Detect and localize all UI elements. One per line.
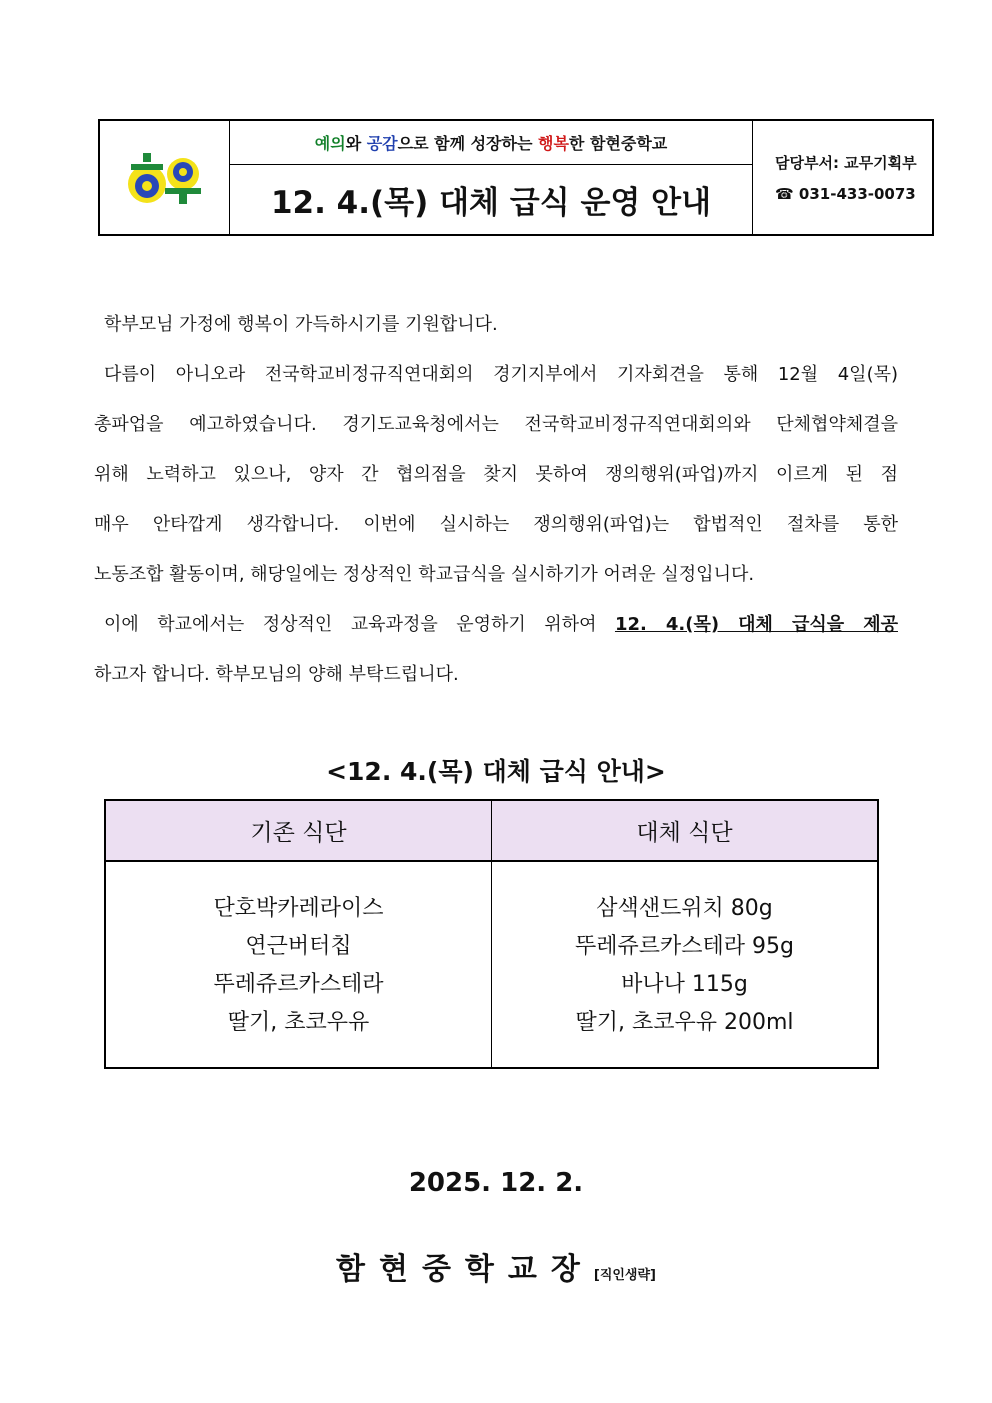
- greeting-line: 학부모님 가정에 행복이 가득하시기를 기원합니다.: [104, 314, 498, 335]
- menu-item: 삼색샌드위치 80g: [596, 895, 773, 921]
- slogan-word-courtesy: 예의: [314, 134, 346, 153]
- letter-body: [94, 300, 898, 700]
- body-line-part: 이에 학교에서는 정상적인 교육과정을 운영하기 위하여: [104, 614, 615, 635]
- menu-item: 연근버터칩: [245, 933, 352, 959]
- body-line: 총파업을 예고하였습니다. 경기도교육청에서는 전국학교비정규직연대회의와 단체협약체결을: [94, 414, 898, 435]
- menu-table: [104, 799, 879, 1069]
- menu-section-title: <12. 4.(목) 대체 급식 안내>: [326, 757, 666, 786]
- slogan-part: 와: [345, 134, 367, 153]
- menu-item: 뚜레쥬르카스테라 95g: [575, 933, 794, 959]
- document-header: [98, 119, 934, 236]
- body-line: [94, 600, 898, 650]
- school-logo-cell: [100, 121, 230, 234]
- school-slogan: [230, 121, 752, 165]
- body-line: 노동조합 활동이며, 해당일에는 정상적인 학교급식을 실시하기가 어려운 실정입니다.: [94, 564, 755, 585]
- menu-item: 뚜레쥬르카스테라: [213, 971, 384, 997]
- department-cell: [753, 121, 932, 234]
- original-menu-column: [106, 862, 492, 1069]
- slogan-part: 한 함현중학교: [568, 134, 668, 153]
- school-logo-icon: [125, 150, 205, 206]
- body-line: 다름이 아니오라 전국학교비정규직연대회의 경기지부에서 기자회견을 통해 12월 4일(목): [104, 364, 898, 385]
- principal-signature: [0, 1244, 992, 1288]
- menu-table-header: [106, 801, 877, 862]
- principal-title: 함현중학교장: [335, 1252, 594, 1287]
- body-line: 매우 안타깝게 생각합니다. 이번에 실시하는 쟁의행위(파업)는 합법적인 절차를 통한: [94, 514, 898, 535]
- menu-item: 단호박카레라이스: [213, 895, 384, 921]
- menu-item: 딸기, 초코우유 200ml: [575, 1009, 794, 1035]
- menu-item: 바나나 115g: [621, 971, 748, 997]
- menu-table-body: [106, 862, 877, 1069]
- menu-item: 딸기, 초코우유: [227, 1009, 370, 1035]
- header-replacement-menu: 대체 식단: [636, 820, 733, 846]
- highlighted-notice: 12. 4.(목) 대체 급식을 제공: [614, 614, 898, 635]
- header-original-menu: 기존 식단: [106, 801, 492, 860]
- department-label: 담당부서: 교무기획부: [775, 154, 917, 172]
- slogan-word-happiness: 행복: [538, 134, 569, 153]
- slogan-word-empathy: 공감: [366, 134, 398, 153]
- body-line: 하고자 합니다. 학부모님의 양해 부탁드립니다.: [94, 664, 459, 685]
- document-date: 2025. 12. 2.: [408, 1168, 584, 1198]
- document-title: 12. 4.(목) 대체 급식 운영 안내: [270, 185, 712, 221]
- replacement-menu-column: [492, 862, 877, 1069]
- body-line: 위해 노력하고 있으나, 양자 간 협의점을 찾지 못하여 쟁의행위(파업)까지 이르게 된 점: [94, 464, 898, 485]
- seal-note: [직인생략]: [593, 1268, 656, 1283]
- phone-number: ☎ 031-433-0073: [775, 185, 916, 203]
- title-cell: [230, 121, 753, 234]
- slogan-part: 으로 함께 성장하는: [397, 134, 538, 153]
